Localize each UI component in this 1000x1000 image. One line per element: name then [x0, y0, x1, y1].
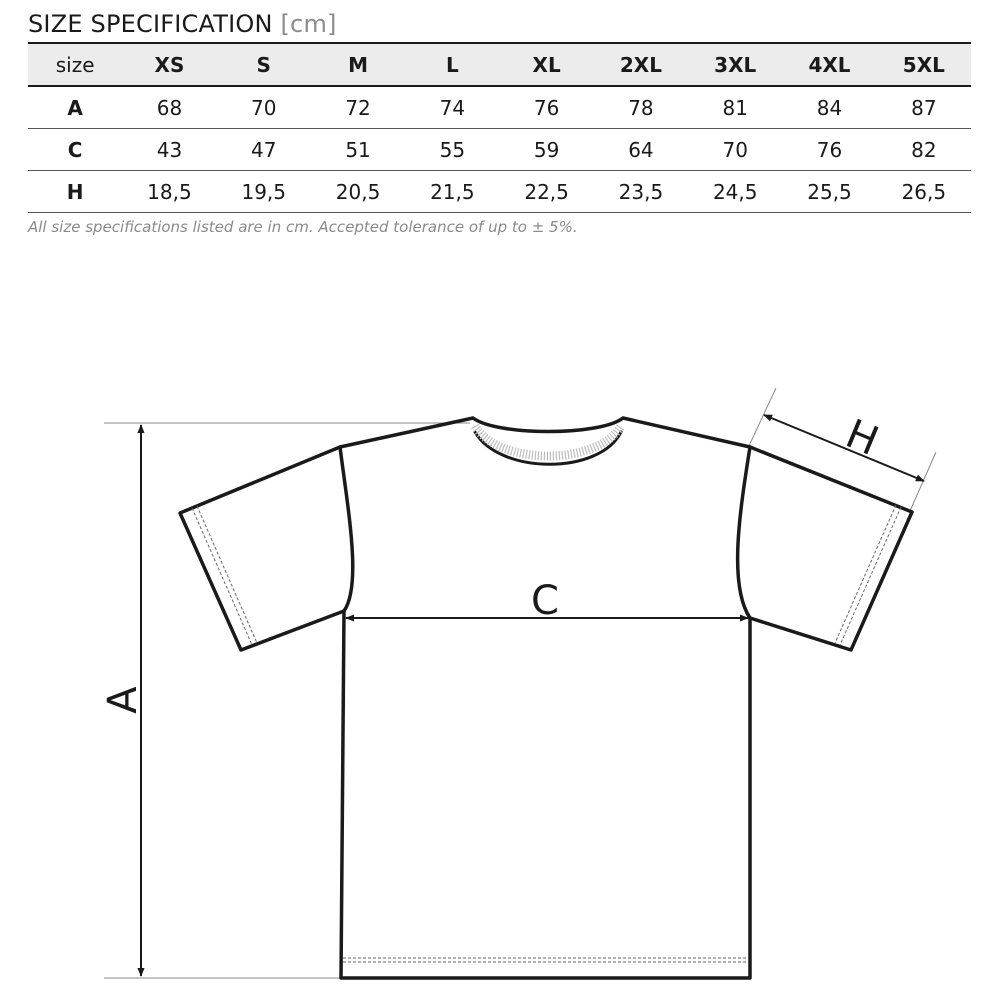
table-cell: 70	[217, 86, 311, 129]
tshirt-body	[180, 418, 912, 978]
row-label: C	[28, 129, 122, 171]
table-cell: 55	[405, 129, 499, 171]
row-label: A	[28, 86, 122, 129]
header-size-m: M	[311, 43, 405, 86]
table-cell: 43	[122, 129, 216, 171]
table-cell: 76	[782, 129, 876, 171]
table-cell: 74	[405, 86, 499, 129]
table-cell: 19,5	[217, 171, 311, 213]
dimension-label-c: C	[531, 578, 559, 624]
header-size-2xl: 2XL	[594, 43, 688, 86]
table-cell: 78	[594, 86, 688, 129]
dimension-label-a: A	[100, 686, 146, 714]
table-cell: 81	[688, 86, 782, 129]
table-cell: 47	[217, 129, 311, 171]
table-cell: 82	[877, 129, 971, 171]
header-size-s: S	[217, 43, 311, 86]
table-cell: 72	[311, 86, 405, 129]
table-cell: 23,5	[594, 171, 688, 213]
table-cell: 51	[311, 129, 405, 171]
dimension-label-h: H	[839, 410, 885, 465]
header-size-xs: XS	[122, 43, 216, 86]
table-cell: 64	[594, 129, 688, 171]
table-cell: 22,5	[499, 171, 593, 213]
stitching	[192, 505, 901, 962]
title-text: SIZE SPECIFICATION	[28, 10, 273, 38]
table-cell: 76	[499, 86, 593, 129]
header-size-l: L	[405, 43, 499, 86]
table-cell: 21,5	[405, 171, 499, 213]
table-cell: 87	[877, 86, 971, 129]
table-cell: 68	[122, 86, 216, 129]
title-unit: [cm]	[280, 10, 337, 38]
table-cell: 26,5	[877, 171, 971, 213]
table-cell: 70	[688, 129, 782, 171]
table-cell: 59	[499, 129, 593, 171]
table-cell: 25,5	[782, 171, 876, 213]
header-size-xl: XL	[499, 43, 593, 86]
tshirt-outline	[180, 418, 912, 978]
row-label: H	[28, 171, 122, 213]
left-armhole	[340, 447, 353, 611]
table-cell: 20,5	[311, 171, 405, 213]
header-size-3xl: 3XL	[688, 43, 782, 86]
header-size-5xl: 5XL	[877, 43, 971, 86]
table-cell: 24,5	[688, 171, 782, 213]
right-armhole	[738, 447, 750, 618]
header-size-label: size	[28, 43, 122, 86]
table-cell: 18,5	[122, 171, 216, 213]
header-size-4xl: 4XL	[782, 43, 876, 86]
tolerance-note: All size specifications listed are in cm. Accepted tolerance of up to ± 5%.	[28, 218, 578, 236]
table-cell: 84	[782, 86, 876, 129]
